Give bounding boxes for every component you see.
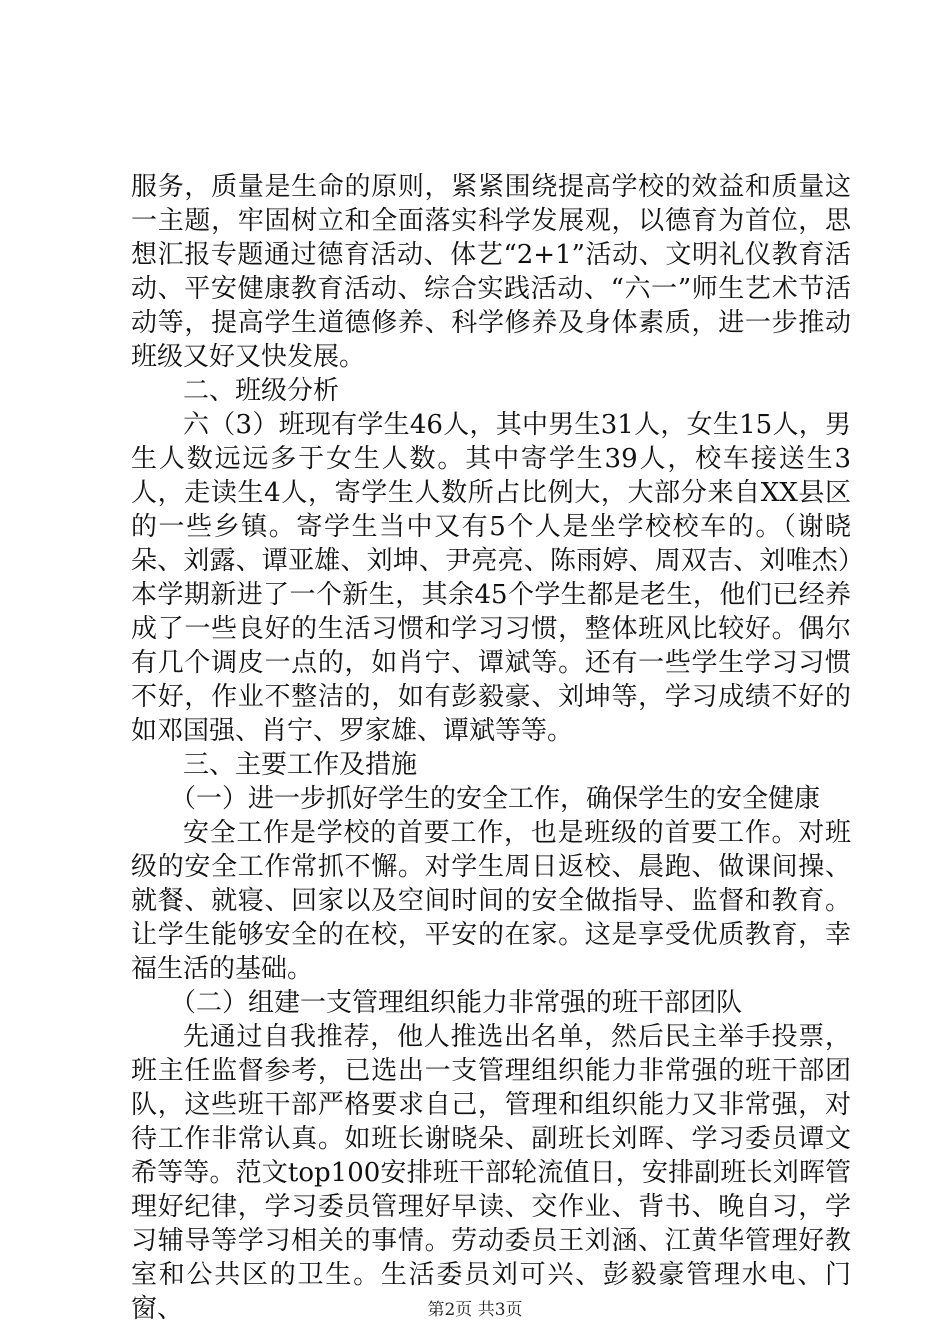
paragraph-class-analysis: 六（3）班现有学生46人，其中男生31人，女生15人，男生人数远远多于女生人数。其中寄学生39人，校车接送生3人，走读生4人，寄学生人数所占比例大，大部分来自XX县区的一些乡镇。寄学生当中又有5个人是坐学校校车的。（谢晓朵、刘露、谭亚雄、刘坤、尹亮亮、陈雨婷、周双吉、刘唯杰）本学期新进了一个新生，其余45个学生都是老生，他们已经养成了一些良好的生活习惯和学习习惯，整体班风比较好。偶尔有几个调皮一点的，如肖宁、谭斌等。还有一些学生学习习惯不好，作业不整洁的，如有彭毅豪、刘坤等，学习成绩不好的如邓国强、肖宁、罗家雄、谭斌等等。 <box>131 410 851 746</box>
paragraph-safety: 安全工作是学校的首要工作，也是班级的首要工作。对班级的安全工作常抓不懈。对学生周日返校、晨跑、做课间操、就餐、就寝、回家以及空间时间的安全做指导、监督和教育。让学生能够安全的在校，平安的在家。这是享受优质教育，幸福生活的基础。 <box>131 818 851 984</box>
section-heading-main-work: 三、主要工作及措施 <box>183 750 418 780</box>
document-body <box>131 170 851 1326</box>
subheading-class-committee: （二）组建一支管理组织能力非常强的班干部团队 <box>170 988 743 1018</box>
paragraph-intro: 服务，质量是生命的原则，紧紧围绕提高学校的效益和质量这一主题，牢固树立和全面落实科学发展观，以德育为首位，思想汇报专题通过德育活动、体艺“2+1”活动、文明礼仪教育活动、平安健康教育活动、综合实践活动、“六一”师生艺术节活动等，提高学生道德修养、科学修养及身体素质，进一步推动班级又好又快发展。 <box>131 172 851 372</box>
section-heading-class-analysis: 二、班级分析 <box>183 376 340 406</box>
subheading-safety: （一）进一步抓好学生的安全工作，确保学生的安全健康 <box>170 784 821 814</box>
page-footer: 第2页 共3页 <box>427 1300 523 1320</box>
paragraph-class-committee: 先通过自我推荐，他人推选出名单，然后民主举手投票，班主任监督参考，已选出一支管理组织能力非常强的班干部团队，这些班干部严格要求自己，管理和组织能力又非常强，对待工作非常认真。如班长谢晓朵、副班长刘晖、学习委员谭文希等等。范文top100安排班干部轮流值日，安排副班长刘晖管理好纪律，学习委员管理好早读、交作业、背书、晚自习，学习辅导等学习相关的事情。劳动委员王刘涵、江黄华管理好教室和公共区的卫生。生活委员刘可兴、彭毅豪管理水电、门窗、 <box>131 1022 851 1324</box>
